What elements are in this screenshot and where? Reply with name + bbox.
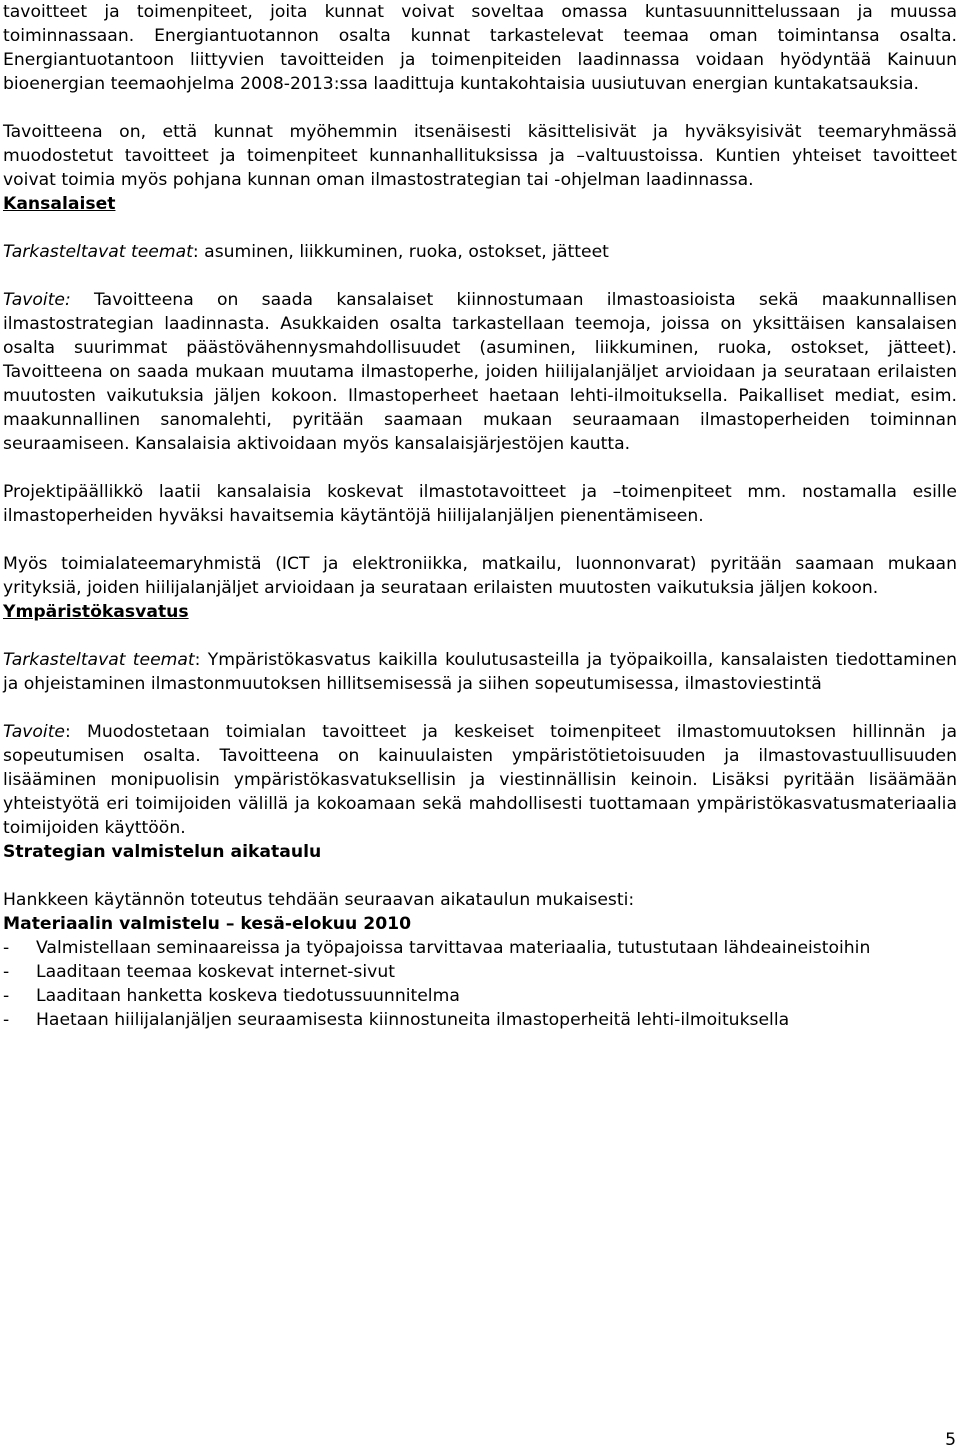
list-dash: - xyxy=(3,986,10,1006)
phase-heading: Materiaalin valmistelu – kesä-elokuu 2010 xyxy=(3,914,412,934)
phase-task-list xyxy=(3,936,957,1032)
list-dash: - xyxy=(3,962,10,982)
themes-text: : asuminen, liikkuminen, ruoka, ostokset, jätteet xyxy=(192,242,609,262)
goal-label: Tavoite: xyxy=(3,290,71,310)
goal-label: Tavoite xyxy=(3,722,66,742)
themes-label: Tarkasteltavat teemat xyxy=(3,650,195,670)
page-number: 5 xyxy=(945,1430,956,1450)
section-heading-kansalaiset: Kansalaiset xyxy=(3,194,116,214)
list-dash: - xyxy=(3,1010,10,1030)
list-item xyxy=(3,960,957,984)
section-heading-ymparistokasvatus: Ympäristökasvatus xyxy=(3,602,189,622)
kansalaiset-themes xyxy=(3,240,957,264)
document-page xyxy=(3,0,957,1032)
themes-text: : Ympäristökasvatus kaikilla koulutusasteilla ja työpaikoilla, kansalaisten tiedottaminen ja ohjeistaminen ilmastonmuutoksen hillitsemisessä ja siihen sopeutumisessa, ilmastoviestintä xyxy=(3,650,957,694)
aikataulu-intro: Hankkeen käytännön toteutus tehdään seuraavan aikataulun mukaisesti: xyxy=(3,890,635,910)
goal-text: Tavoitteena on saada kansalaiset kiinnostumaan ilmastoasioista sekä maakunnallisen ilmastostrategian laadinnasta. Asukkaiden osalta tarkastellaan teemoja, joissa on yksittäisen kansalaisen osalta suurimmat päästövähennysmahdollisuudet (asuminen, liikkuminen, ruoka, ostokset, jätteet). Tavoitteena on saada mukaan muutama ilmastoperhe, joiden hiilijalanjäljet arvioidaan ja seurataan erilaisten muutosten vaikutuksia jäljen kokoon. Ilmastoperheet haetaan lehti-ilmoituksella. Paikalliset mediat, esim. maakunnallinen sanomalehti, pyritään saamaan mukaan seuraamaan ilmastoperheiden toiminnan seuraamiseen. Kansalaisia aktivoidaan myös kansalaisjärjestöjen kautta. xyxy=(3,290,957,454)
ymparisto-goal xyxy=(3,720,957,840)
list-item xyxy=(3,984,957,1008)
kansalaiset-goal xyxy=(3,288,957,456)
kansalaiset-project-paragraph: Projektipäällikkö laatii kansalaisia koskevat ilmastotavoitteet ja –toimenpiteet mm. nostamalla esille ilmastoperheiden hyväksi havaitsemia käytäntöjä hiilijalanjäljen pienentämiseen. xyxy=(3,482,957,526)
themes-label: Tarkasteltavat teemat xyxy=(3,242,193,262)
list-item-text: Haetaan hiilijalanjäljen seuraamisesta kiinnostuneita ilmastoperheitä lehti-ilmoituksella xyxy=(36,1010,790,1030)
list-item xyxy=(3,936,957,960)
list-item-text: Laaditaan hanketta koskeva tiedotussuunnitelma xyxy=(36,986,460,1006)
section-heading-aikataulu: Strategian valmistelun aikataulu xyxy=(3,842,322,862)
intro-paragraph-1: tavoitteet ja toimenpiteet, joita kunnat voivat soveltaa omassa kuntasuunnittelussaan ja muussa toiminnassaan. Energiantuotannon osalta kunnat tarkastelevat teemaa oman toimintansa osalta. Energiantuotantoon liittyvien tavoitteiden ja toimenpiteiden laadinnassa voidaan hyödyntää Kainuun bioenergian teemaohjelma 2008-2013:ssa laadittuja kuntakohtaisia uusiutuvan energian kuntakatsauksia. xyxy=(3,2,957,94)
goal-text: : Muodostetaan toimialan tavoitteet ja keskeiset toimenpiteet ilmastomuutoksen hillinnän ja sopeutumisen osalta. Tavoitteena on kainuulaisten ympäristötietoisuuden ja ilmastovastuullisuuden lisääminen monipuolisin ympäristökasvatuksellisin ja viestinnällisin keinoin. Lisäksi pyritään lisäämään yhteistyötä eri toimijoiden välillä ja kokoamaan sekä mahdollisesti tuottamaan ympäristökasvatusmateriaalia toimijoiden käyttöön. xyxy=(3,722,957,838)
ymparisto-themes xyxy=(3,648,957,696)
intro-paragraph-2: Tavoitteena on, että kunnat myöhemmin itsenäisesti käsittelisivät ja hyväksyisivät teemaryhmässä muodostetut tavoitteet ja toimenpiteet kunnanhallituksissa ja –valtuustoissa. Kuntien yhteiset tavoitteet voivat toimia myös pohjana kunnan oman ilmastostrategian tai -ohjelman laadinnassa. xyxy=(3,122,957,190)
kansalaiset-companies-paragraph: Myös toimialateemaryhmistä (ICT ja elektroniikka, matkailu, luonnonvarat) pyritään saamaan mukaan yrityksiä, joiden hiilijalanjäljet arvioidaan ja seurataan erilaisten muutosten vaikutuksia jäljen kokoon. xyxy=(3,554,957,598)
list-item xyxy=(3,1008,957,1032)
list-item-text: Laaditaan teemaa koskevat internet-sivut xyxy=(36,962,395,982)
list-item-text: Valmistellaan seminaareissa ja työpajoissa tarvittavaa materiaalia, tutustutaan lähdeaineistoihin xyxy=(36,938,871,958)
list-dash: - xyxy=(3,938,10,958)
